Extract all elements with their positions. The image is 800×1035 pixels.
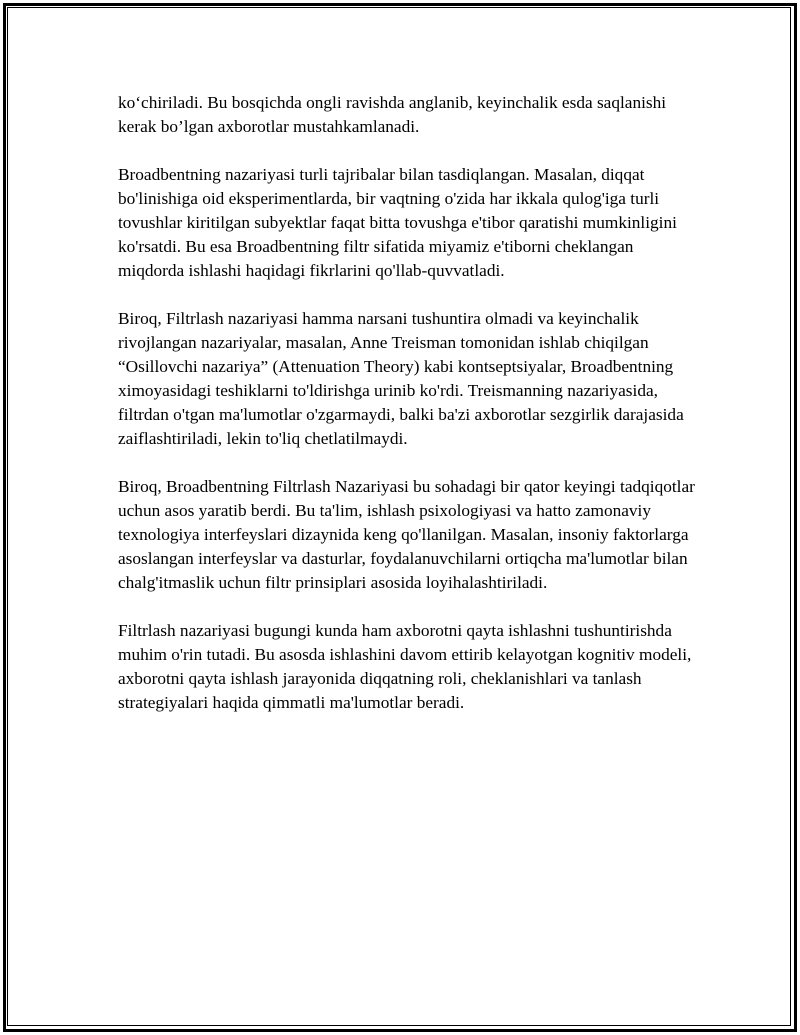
paragraph-3: Biroq, Filtrlash nazariyasi hamma narsani tushuntira olmadi va keyinchalik rivojlangan nazariyalar, masalan, Anne Treisman tomonidan ishlab chiqilgan “Osillovchi nazariya” (Attenuation Theory) kabi kontseptsiyalar, Broadbentning ximoyasidagi teshiklarni to'ldirishga urinib ko'rdi. Treismanning nazariyasida, filtrdan o'tgan ma'lumotlar o'zgarmaydi, balki ba'zi axborotlar sezgirlik darajasida zaiflashtiriladi, lekin to'liq chetlatilmaydi. xyxy=(118,309,684,448)
paragraph-5: Filtrlash nazariyasi bugungi kunda ham axborotni qayta ishlashni tushuntirishda muhim o'rin tutadi. Bu asosda ishlashini davom ettirib kelayotgan kognitiv modeli, axborotni qayta ishlash jarayonida diqqatning roli, cheklanishlari va tanlash strategiyalari haqida qimmatli ma'lumotlar beradi. xyxy=(118,621,692,712)
paragraph-1: ko‘chiriladi. Bu bosqichda ongli ravishda anglanib, keyinchalik esda saqlanishi kerak bo’lgan axborotlar mustahkamlanadi. xyxy=(118,93,667,136)
paragraph-4: Biroq, Broadbentning Filtrlash Nazariyasi bu sohadagi bir qator keyingi tadqiqotlar uchun asos yaratib berdi. Bu ta'lim, ishlash psixologiyasi va hatto zamonaviy texnologiya interfeyslari dizaynida keng qo'llanilgan. Masalan, insoniy faktorlarga asoslangan interfeyslar va dasturlar, foydalanuvchilarni ortiqcha ma'lumotlar bilan chalg'itmaslik uchun filtr prinsiplari asosida loyihalashtiriladi. xyxy=(118,477,695,592)
document-body xyxy=(118,91,698,739)
paragraph-2: Broadbentning nazariyasi turli tajribalar bilan tasdiqlangan. Masalan, diqqat bo'linishiga oid eksperimentlarda, bir vaqtning o'zida har ikkala qulog'iga turli tovushlar kiritilgan subyektlar faqat bitta tovushga e'tibor qaratishi mumkinligini ko'rsatdi. Bu esa Broadbentning filtr sifatida miyamiz e'tiborni cheklangan miqdorda ishlashi haqidagi fikrlarini qo'llab-quvvatladi. xyxy=(118,165,677,280)
